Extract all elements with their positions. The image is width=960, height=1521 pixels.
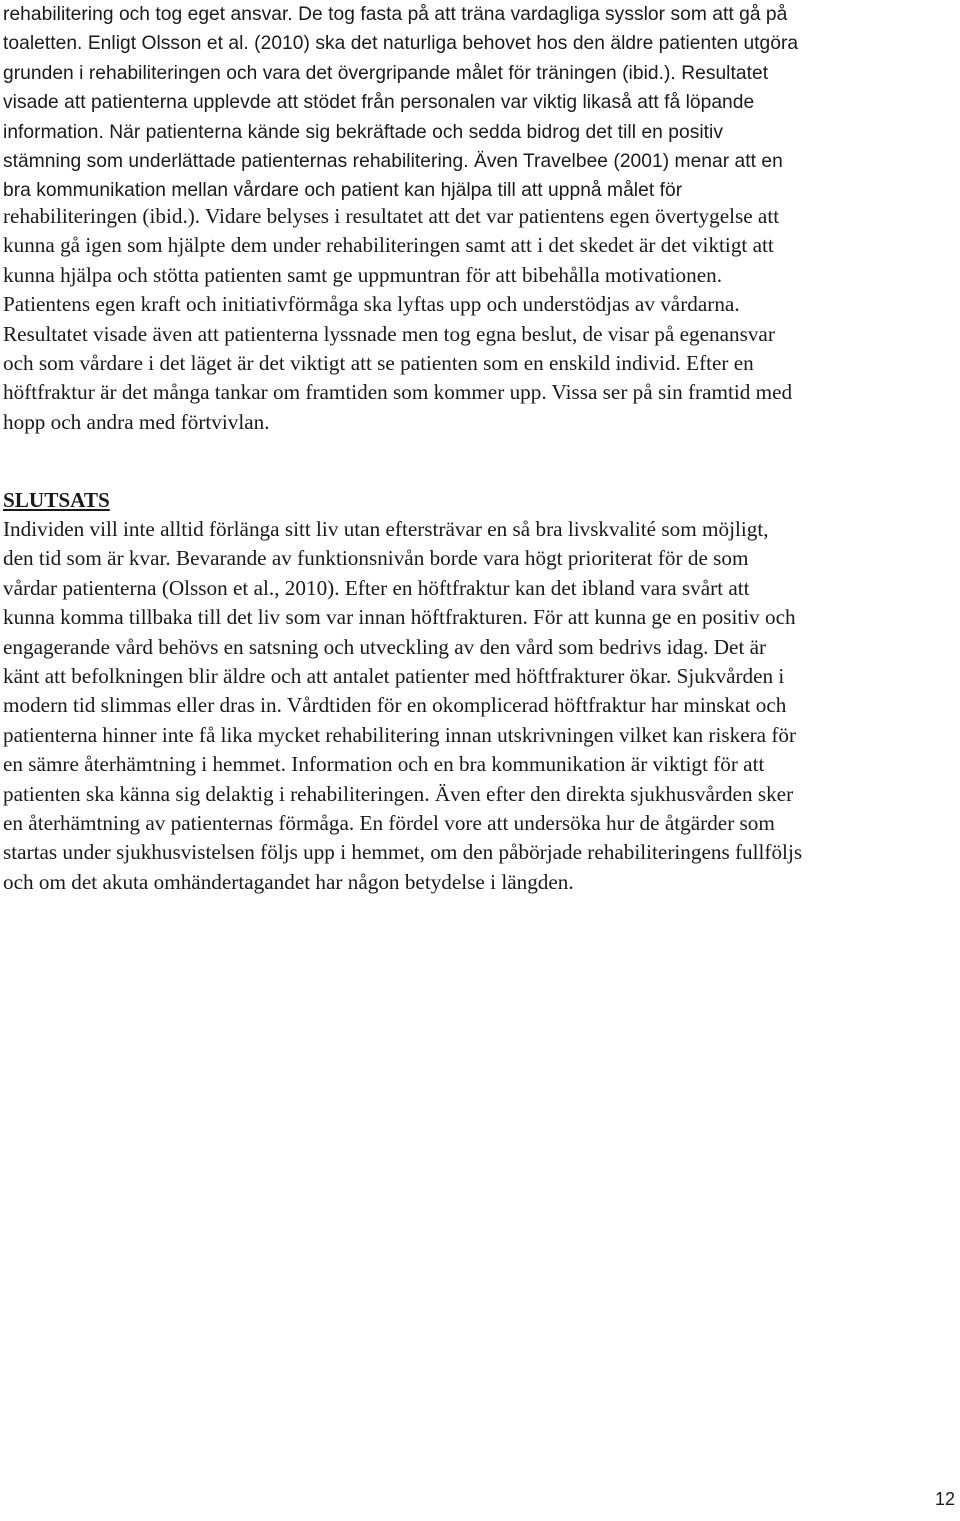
text-line: en återhämtning av patienternas förmåga. En fördel vore att undersöka hur de åtgärder som bbox=[3, 811, 775, 836]
page-number: 12 bbox=[934, 1489, 955, 1509]
text-line: bra kommunikation mellan vårdare och patient kan hjälpa till att uppnå målet för bbox=[3, 180, 683, 202]
text-line: en sämre återhämtning i hemmet. Information och en bra kommunikation är viktigt för att bbox=[3, 752, 765, 777]
text-line: Individen vill inte alltid förlänga sitt liv utan eftersträvar en så bra livskvalité som möjligt, bbox=[3, 517, 769, 541]
text-line: kunna hjälpa och stötta patienten samt ge uppmuntran för att bibehålla motivationen. bbox=[3, 262, 722, 287]
text-line: kunna komma tillbaka till det liv som var innan höftfrakturen. För att kunna ge en positiv och bbox=[3, 605, 796, 630]
text-line: den tid som är kvar. Bevarande av funktionsnivån borde vara högt prioriterat för de som bbox=[3, 546, 749, 571]
text-line: patienterna hinner inte få lika mycket rehabilitering innan utskrivningen vilket kan riskera för bbox=[3, 722, 797, 747]
text-line: Resultatet visade även att patienterna lyssnade men tog egna beslut, de visar på egenansvar bbox=[3, 321, 775, 346]
text-line: känt att befolkningen blir äldre och att antalet patienter med höftfrakturer ökar. Sjukvården i bbox=[3, 664, 785, 689]
text-line: engagerande vård behövs en satsning och utveckling av den vård som bedrivs idag. Det är bbox=[3, 634, 767, 659]
text-line: startas under sjukhusvistelsen följs upp i hemmet, om den påbörjade rehabiliteringens fullföljs bbox=[3, 840, 803, 865]
text-line: höftfraktur är det många tankar om framtiden som kommer upp. Vissa ser på sin framtid med bbox=[3, 380, 793, 405]
text-line: patienten ska känna sig delaktig i rehabiliteringen. Även efter den direkta sjukhusvården sker bbox=[3, 781, 794, 806]
text-line: rehabiliteringen (ibid.). Vidare belyses i resultatet att det var patientens egen övertygelse att bbox=[3, 204, 780, 228]
text-line: vårdar patienterna (Olsson et al., 2010). Efter en höftfraktur kan det ibland vara svårt att bbox=[3, 575, 750, 600]
text-line: modern tid slimmas eller dras in. Vårdtiden för en okomplicerad höftfraktur har minskat och bbox=[3, 693, 787, 718]
text-line: visade att patienterna upplevde att stödet från personalen var viktig likaså att få löpande bbox=[3, 92, 755, 114]
text-line: hopp och andra med förtvivlan. bbox=[3, 409, 270, 434]
results-paragraph-continued bbox=[3, 202, 792, 437]
text-line: Patientens egen kraft och initiativförmåga ska lyftas upp och understödjas av vårdarna. bbox=[3, 292, 740, 317]
text-line: kunna gå igen som hjälpte dem under rehabiliteringen samt att i det skedet är det viktigt att bbox=[3, 233, 774, 258]
text-line: och om det akuta omhändertagandet har någon betydelse i längden. bbox=[3, 869, 574, 894]
text-line: stämning som underlättade patienternas rehabilitering. Även Travelbee (2001) menar att en bbox=[3, 151, 783, 173]
text-line: information. När patienterna kände sig bekräftade och sedda bidrog det till en positiv bbox=[3, 121, 723, 143]
text-line: grunden i rehabiliteringen och vara det övergripande målet för träningen (ibid.). Resultatet bbox=[3, 62, 769, 84]
text-line: toaletten. Enligt Olsson et al. (2010) ska det naturliga behovet hos den äldre patienten utgöra bbox=[3, 33, 799, 55]
section-heading-slutsats: SLUTSATS bbox=[3, 488, 110, 512]
text-line: och som vårdare i det läget är det viktigt att se patienten som en enskild individ. Efter en bbox=[3, 351, 754, 376]
conclusion-paragraph bbox=[3, 515, 802, 897]
results-paragraph-intro bbox=[3, 0, 798, 206]
text-line: rehabilitering och tog eget ansvar. De tog fasta på att träna vardagliga sysslor som att gå på bbox=[3, 4, 788, 25]
